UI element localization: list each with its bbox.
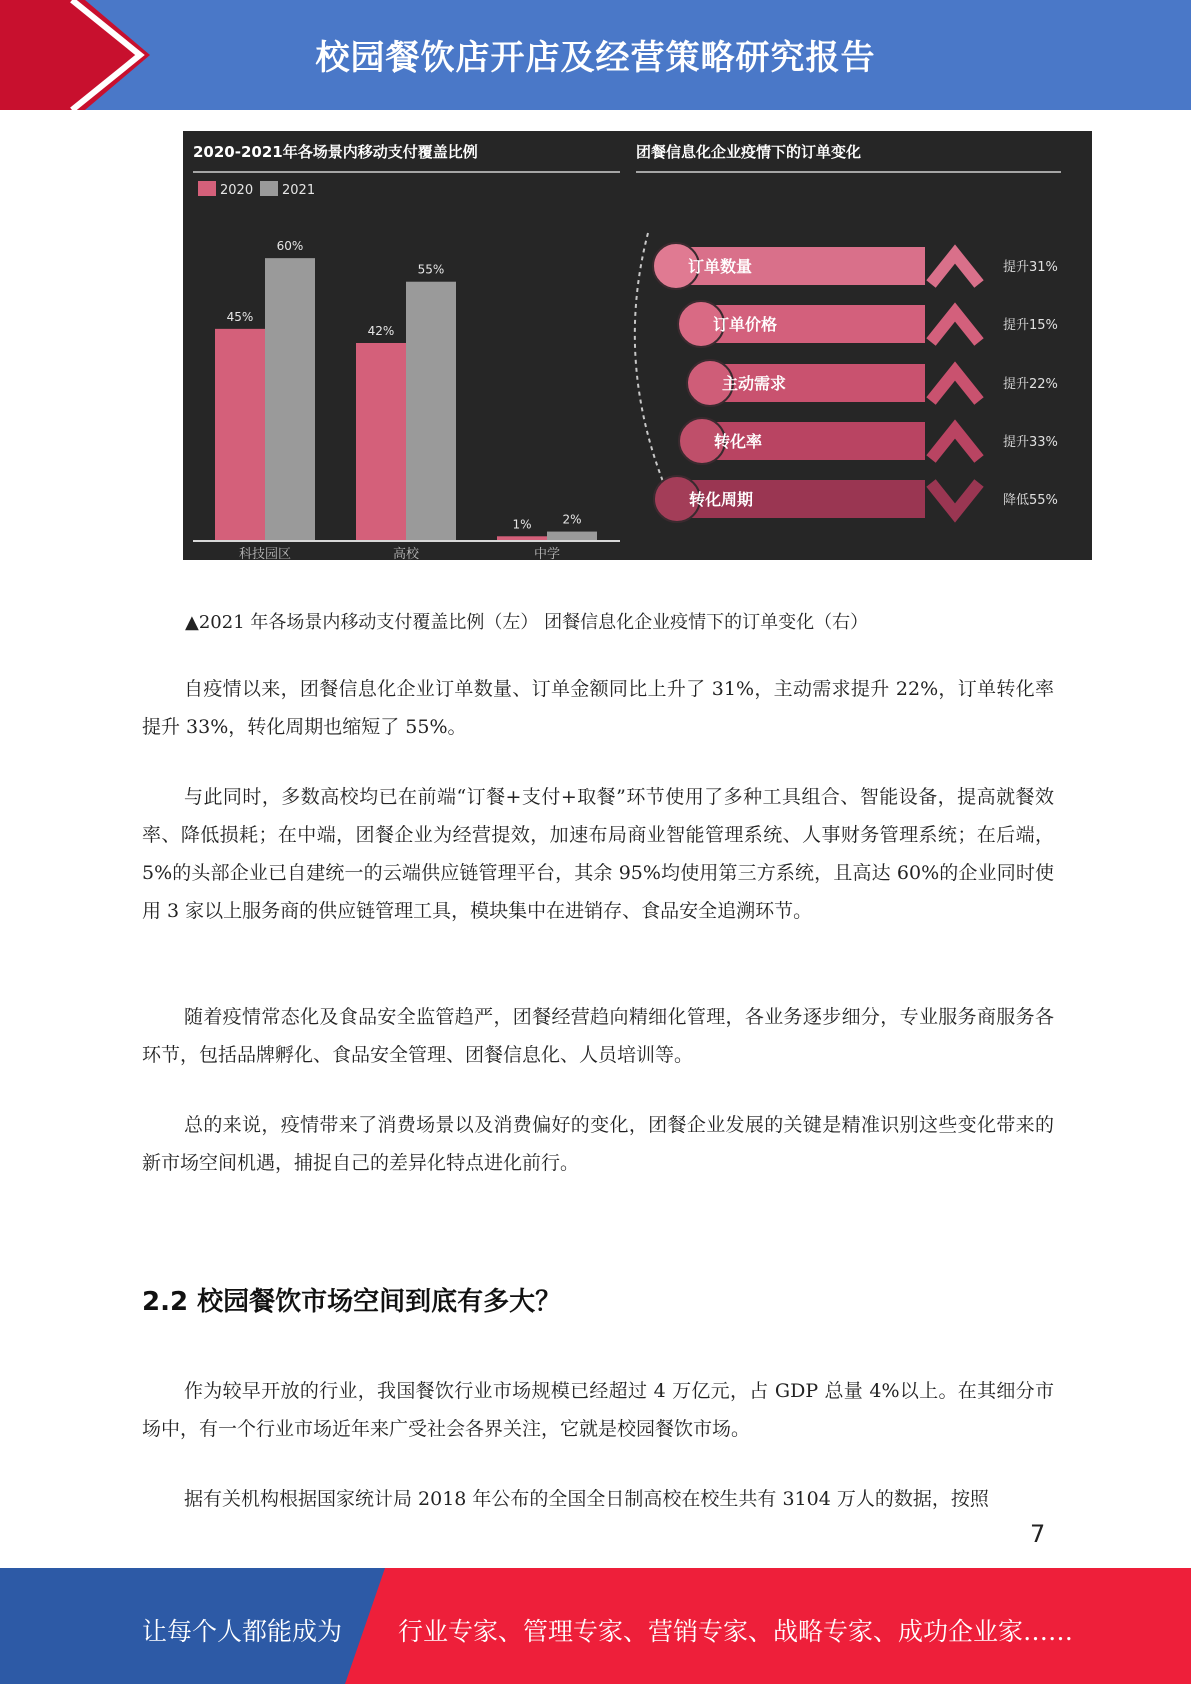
paragraph-2: 与此同时，多数高校均已在前端“订餐+支付+取餐”环节使用了多种工具组合、智能设备，提高就餐效率、降低损耗；在中端，团餐企业为经营提效，加速布局商业智能管理系统、人事财务管理系统；在后端，5%的头部企业已自建统一的云端供应链管理平台，其余 95%均使用第三方系统，且高达 60%的企业同时使用 3 家以上服务商的供应链管理工具，模块集中在进销存、食品安全追溯环节。	[142, 786, 1054, 922]
document-title: 校园餐饮店开店及经营策略研究报告	[315, 38, 876, 78]
bar-2021-0	[265, 258, 315, 541]
left-chart-title: 2020-2021年各场景内移动支付覆盖比例	[193, 143, 478, 161]
infographic-svg	[183, 131, 1092, 560]
change-label-1: 订单价格	[713, 315, 778, 334]
change-value-0: 提升31%	[1003, 260, 1058, 275]
legend-swatch-2020	[198, 181, 216, 196]
category-label-2: 中学	[533, 547, 561, 560]
data-label-2021-0: 60%	[276, 239, 304, 254]
bar-2021-2	[547, 532, 597, 541]
data-label-2021-1: 55%	[417, 262, 445, 277]
section-paragraph-1: 作为较早开放的行业，我国餐饮行业市场规模已经超过 4 万亿元，占 GDP 总量 4%以上。在其细分市场中，有一个行业市场近年来广受社会各界关注，它就是校园餐饮市场。	[142, 1380, 1054, 1440]
category-label-0: 科技园区	[238, 547, 292, 560]
chevron-down-icon-4	[931, 483, 979, 513]
change-label-0: 订单数量	[688, 257, 753, 276]
chevron-up-icon-1	[931, 312, 979, 342]
chevron-up-icon-3	[931, 429, 979, 459]
legend-swatch-2021	[260, 181, 278, 196]
paragraph-3: 随着疫情常态化及食品安全监管趋严，团餐经营趋向精细化管理，各业务逐步细分，专业服务商服务各环节，包括品牌孵化、食品安全管理、团餐信息化、人员培训等。	[142, 1006, 1054, 1066]
legend-label-2020: 2020	[220, 183, 254, 198]
infographic-figure	[183, 131, 1092, 560]
page-number: 7	[1030, 1520, 1046, 1548]
category-label-1: 高校	[392, 547, 420, 560]
change-value-4: 降低55%	[1003, 493, 1058, 508]
chevron-up-icon-0	[931, 254, 979, 284]
legend-label-2021: 2021	[282, 183, 316, 198]
data-label-2020-1: 42%	[367, 324, 395, 338]
footer-slogan-left: 让每个人都能成为	[142, 1617, 343, 1646]
section-paragraph-2: 据有关机构根据国家统计局 2018 年公布的全国全日制高校在校生共有 3104 万人的数据，按照	[184, 1488, 989, 1510]
change-label-2: 主动需求	[722, 374, 787, 393]
data-label-2020-0: 45%	[226, 309, 254, 324]
section-heading: 2.2 校园餐饮市场空间到底有多大？	[142, 1287, 562, 1317]
bar-2020-1	[356, 343, 406, 541]
page-footer	[0, 1568, 1191, 1684]
data-label-2020-2: 1%	[512, 517, 532, 532]
change-label-4: 转化周期	[689, 490, 754, 509]
footer-slogan-right: 行业专家、管理专家、营销专家、战略专家、成功企业家……	[398, 1617, 1074, 1646]
change-label-3: 转化率	[714, 432, 763, 451]
bar-chart	[215, 239, 597, 560]
figure-caption: ▲2021 年各场景内移动支付覆盖比例（左） 团餐信息化企业疫情下的订单变化（右）	[185, 612, 869, 633]
data-label-2021-2: 2%	[562, 512, 582, 527]
paragraph-1: 自疫情以来，团餐信息化企业订单数量、订单金额同比上升了 31%，主动需求提升 22%，订单转化率提升 33%，转化周期也缩短了 55%。	[142, 678, 1054, 738]
right-chart-title: 团餐信息化企业疫情下的订单变化	[636, 143, 862, 161]
page-header	[0, 0, 1191, 110]
paragraph-4: 总的来说，疫情带来了消费场景以及消费偏好的变化，团餐企业发展的关键是精准识别这些变化带来的新市场空间机遇，捕捉自己的差异化特点进化前行。	[142, 1114, 1054, 1174]
bar-2020-0	[215, 329, 265, 541]
change-value-1: 提升15%	[1003, 318, 1058, 333]
change-value-2: 提升22%	[1003, 377, 1058, 392]
bar-2021-1	[406, 282, 456, 541]
chevron-up-icon-2	[931, 371, 979, 401]
change-value-3: 提升33%	[1003, 435, 1058, 450]
order-change-list	[653, 243, 1058, 522]
